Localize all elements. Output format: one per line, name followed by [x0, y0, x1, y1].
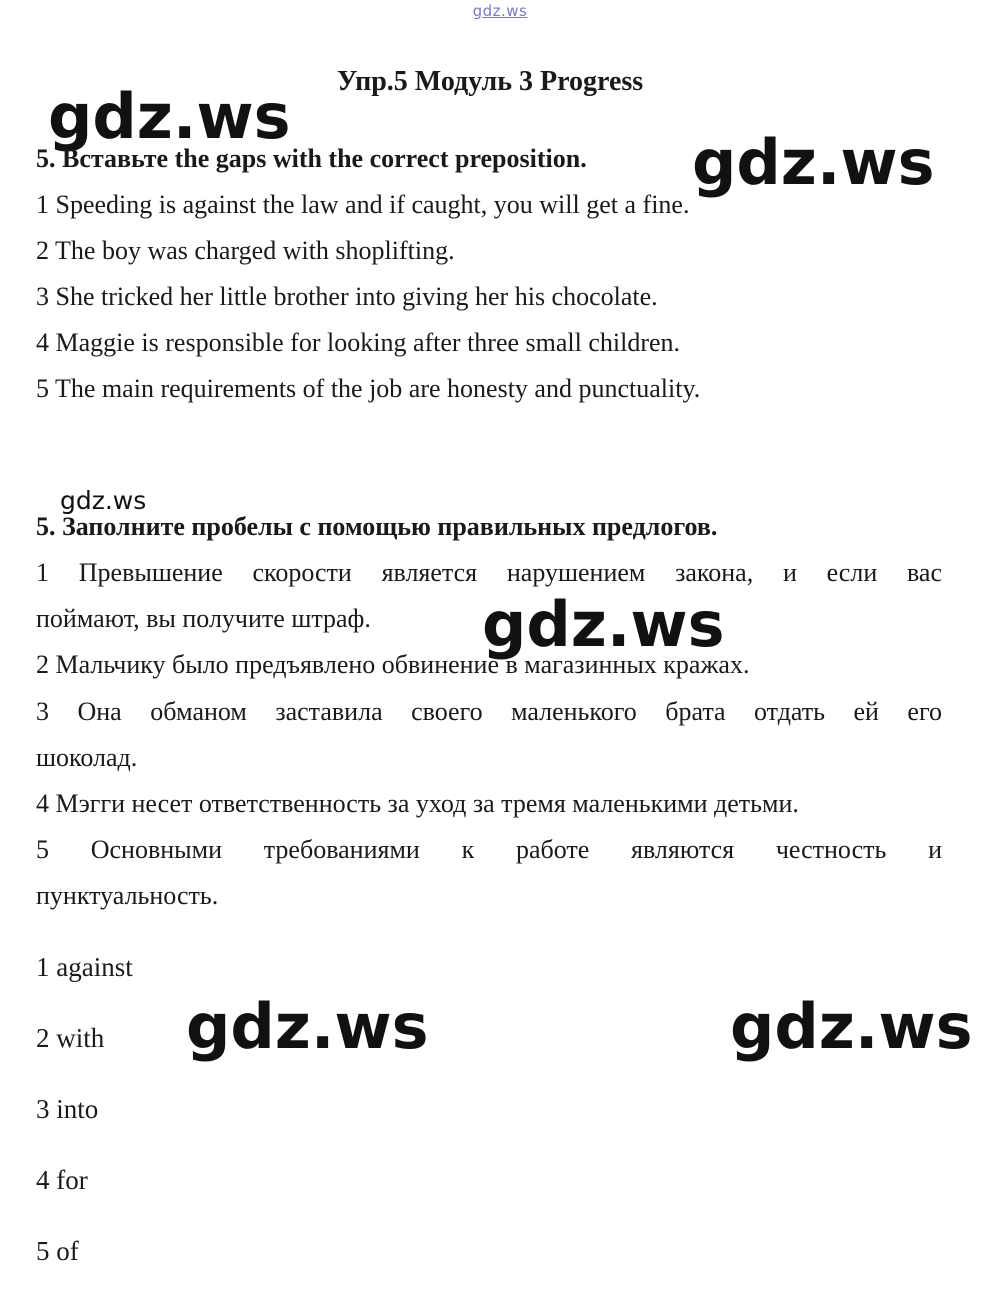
english-sentence-1: 1 Speeding is against the law and if caught, you will get a fine.: [36, 190, 690, 219]
russian-sentence-3-line-2: шоколад.: [36, 743, 138, 772]
russian-sentence-5-line-2: пунктуальность.: [36, 881, 219, 910]
answer-5: 5 of: [36, 1236, 79, 1266]
answer-4: 4 for: [36, 1165, 88, 1195]
russian-sentence-2: 2 Мальчику было предъявлено обвинение в магазинных кражах.: [36, 650, 750, 679]
english-sentence-3: 3 She tricked her little brother into giving her his chocolate.: [36, 282, 658, 311]
answer-2: 2 with: [36, 1023, 105, 1053]
page-title: Упр.5 Модуль 3 Progress: [336, 66, 644, 97]
top-watermark: gdz.ws: [472, 2, 528, 20]
russian-sentence-1-line-2: поймают, вы получите штраф.: [36, 604, 371, 633]
english-heading: 5. Вставьте the gaps with the correct preposition.: [36, 144, 587, 173]
answer-1: 1 against: [36, 952, 133, 982]
russian-sentence-3-line-1: 3 Она обманом заставила своего маленького брата отдать ей его: [36, 697, 942, 726]
russian-heading: 5. Заполните пробелы с помощью правильных предлогов.: [36, 512, 718, 541]
russian-sentence-1-line-1: 1 Превышение скорости является нарушением закона, и если вас: [36, 558, 942, 587]
watermark: gdz.ws: [482, 588, 725, 661]
english-sentence-5: 5 The main requirements of the job are honesty and punctuality.: [36, 374, 701, 403]
watermark: gdz.ws: [692, 126, 935, 199]
watermark: gdz.ws: [60, 486, 147, 515]
english-sentence-2: 2 The boy was charged with shoplifting.: [36, 236, 455, 265]
watermark: gdz.ws: [186, 990, 429, 1063]
russian-sentence-4: 4 Мэгги несет ответственность за уход за тремя маленькими детьми.: [36, 789, 799, 818]
russian-sentence-5-line-1: 5 Основными требованиями к работе являются честность и: [36, 835, 942, 864]
watermark: gdz.ws: [48, 80, 291, 153]
english-sentence-4: 4 Maggie is responsible for looking after three small children.: [36, 328, 681, 357]
watermark: gdz.ws: [730, 990, 973, 1063]
answer-3: 3 into: [36, 1094, 99, 1124]
